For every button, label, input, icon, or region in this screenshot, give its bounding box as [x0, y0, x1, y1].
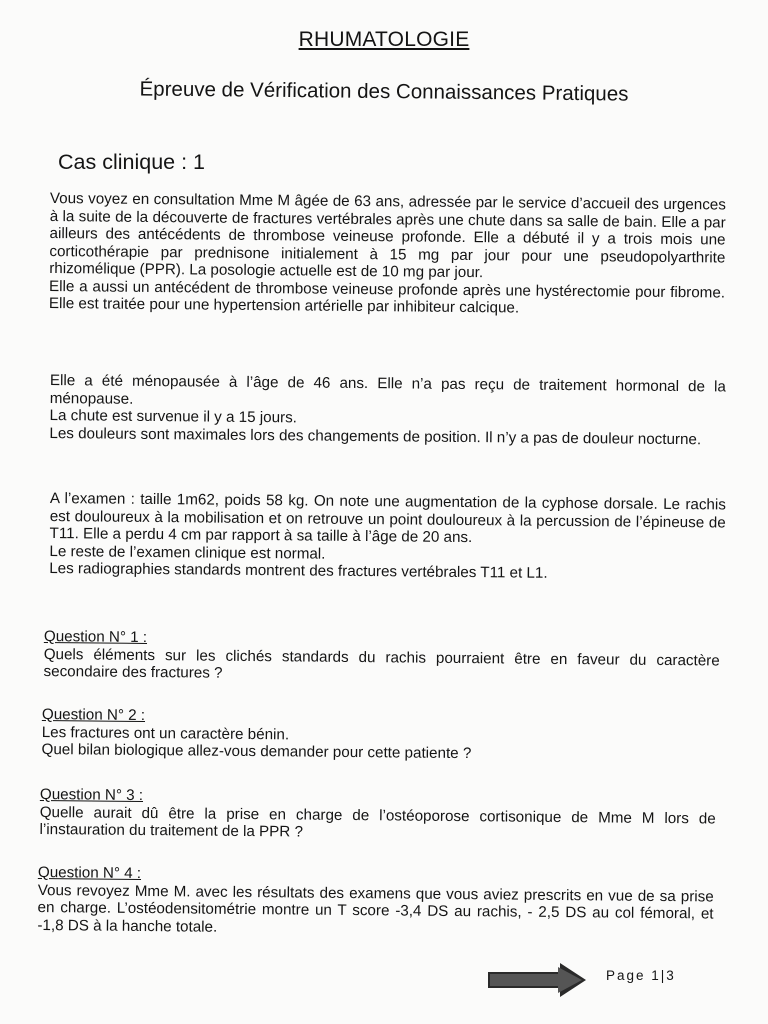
case-history-paragraph — [49, 190, 726, 319]
question-label: Question N° 4 : — [37, 864, 142, 882]
question-text: Quelle aurait dû être la prise en charge de l’ostéoporose cortisonique de Mme M lors de l’instauration du traitement de la PPR ? — [39, 803, 716, 841]
page-number: Page 1|3 — [606, 968, 676, 983]
question-label: Question N° 1 : — [43, 628, 148, 646]
radiography-text: Les radiographies standards montrent des fractures vertébrales T11 et L1. — [49, 559, 548, 582]
question-label: Question N° 3 : — [39, 786, 144, 804]
exam-normal-text: Le reste de l’examen clinique est normal. — [49, 542, 326, 563]
question-1 — [43, 628, 719, 687]
menopause-paragraph — [49, 372, 726, 448]
question-text: Vous revoyez Mme M. avec les résultats des examens que vous aviez prescrits en vue de sa prise en charge. L’ostéodensitométrie montre un T score -3,4 DS au rachis, - 2,5 DS au col fémoral, et -1,8 DS à la hanche totale. — [37, 881, 714, 936]
question-text: Quels éléments sur les clichés standards du rachis pourraient être en faveur du caractère secondaire des fractures ? — [43, 645, 720, 682]
question-text: Les fractures ont un caractère bénin. — [41, 723, 290, 743]
question-4 — [37, 864, 714, 940]
pain-text: Les douleurs sont maximales lors des changements de position. Il n’y a pas de douleur nocturne. — [49, 424, 702, 448]
right-arrow-icon — [488, 962, 588, 998]
question-text-2: Quel bilan biologique allez-vous demander pour cette patiente ? — [41, 740, 472, 763]
exam-paragraph — [49, 490, 726, 584]
question-2 — [41, 706, 717, 765]
exam-text: A l’examen : taille 1m62, poids 58 kg. On note une augmentation de la cyphose dorsale. Le rachis est douloureux à la mobilisation et on retrouve un point douloureux à la percussion de l’épineuse de T11. Elle a perdu 4 cm par rapport à sa taille à l’âge de 20 ans. — [49, 490, 726, 547]
document-title: RHUMATOLOGIE — [298, 28, 470, 51]
fall-text: La chute est survenue il y a 15 jours. — [49, 406, 298, 427]
case-title: Cas clinique : 1 — [58, 150, 205, 174]
question-3 — [39, 786, 715, 845]
case-history-text-2: Elle a aussi un antécédent de thrombose veineuse profonde après une hystérectomie pour fibrome. Elle est traitée pour une hypertension artérielle par inhibiteur calcique. — [48, 277, 726, 317]
document-subtitle: Épreuve de Vérification des Connaissances Pratiques — [139, 77, 629, 106]
case-history-text: Vous voyez en consultation Mme M âgée de 63 ans, adressée par le service d’accueil des urgences à la suite de la découverte de fractures vertébrales après une chute dans sa salle de bain. Elle a par ailleurs des antécédents de thrombose veineuse profonde. Elle a débuté il y a trois mois une corticothérapie par prednisone initialement à 15 mg par jour pour une pseudopolyarthrite rhizomélique (PPR). La posologie actuelle est de 10 mg par jour. — [49, 190, 726, 282]
question-label: Question N° 2 : — [41, 706, 146, 724]
menopause-text: Elle a été ménopausée à l’âge de 46 ans. Elle n’a pas reçu de traitement hormonal de la ménopause. — [49, 372, 726, 408]
